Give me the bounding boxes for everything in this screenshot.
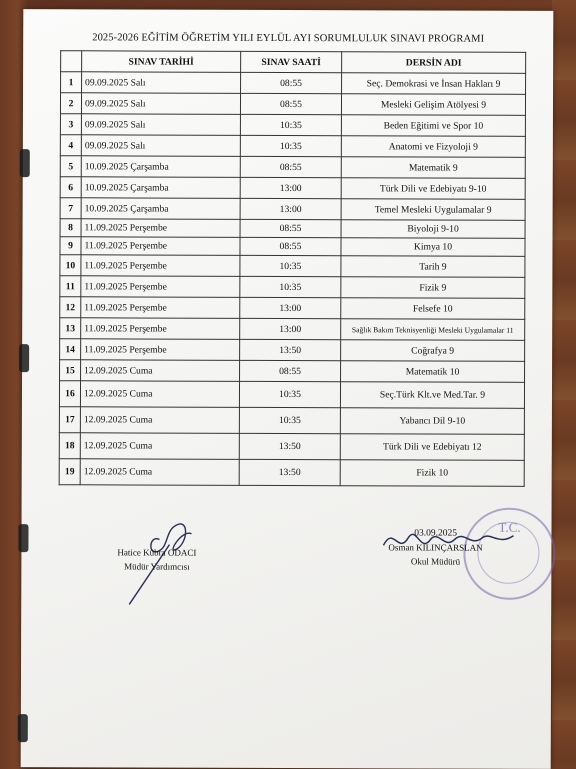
course-name: Matematik 10 bbox=[341, 361, 525, 383]
table-row bbox=[59, 433, 524, 461]
table-row bbox=[60, 297, 525, 320]
table-row bbox=[60, 198, 525, 221]
course-name: Matematik 9 bbox=[341, 157, 525, 179]
row-number: 6 bbox=[60, 177, 81, 198]
row-number: 11 bbox=[60, 276, 81, 297]
exam-date: 11.09.2025 Perşembe bbox=[81, 255, 240, 277]
punch-hole-mark bbox=[18, 714, 28, 742]
exam-time: 10:35 bbox=[239, 381, 340, 407]
table-row bbox=[60, 93, 525, 116]
row-number: 9 bbox=[60, 237, 81, 255]
table-row bbox=[60, 318, 525, 341]
table-header-row bbox=[61, 51, 526, 74]
exam-time: 08:55 bbox=[240, 93, 341, 114]
table-row bbox=[60, 276, 525, 299]
exam-time: 10:35 bbox=[240, 255, 341, 276]
signer-role-left: Müdür Yardımcısı bbox=[124, 561, 190, 572]
exam-date: 11.09.2025 Perşembe bbox=[81, 318, 240, 340]
exam-time: 10:35 bbox=[240, 135, 341, 156]
signature-block-right bbox=[388, 526, 482, 568]
table-row bbox=[60, 177, 525, 200]
table-row bbox=[60, 255, 525, 278]
exam-date: 12.09.2025 Cuma bbox=[80, 459, 239, 486]
exam-time: 13:00 bbox=[240, 198, 341, 219]
row-number: 19 bbox=[59, 459, 80, 485]
signature-block-left bbox=[117, 545, 196, 573]
table-row bbox=[59, 407, 524, 435]
course-name: Sağlık Bakım Teknisyenliği Mesleki Uygulamalar 11 bbox=[341, 319, 525, 341]
table-row bbox=[60, 360, 525, 383]
course-name: Felsefe 10 bbox=[341, 298, 525, 320]
row-number: 12 bbox=[60, 297, 81, 318]
exam-date: 09.09.2025 Salı bbox=[81, 114, 240, 136]
row-number: 10 bbox=[60, 255, 81, 276]
exam-date: 09.09.2025 Salı bbox=[82, 72, 241, 94]
course-name: Beden Eğitimi ve Spor 10 bbox=[341, 115, 525, 137]
exam-date: 10.09.2025 Çarşamba bbox=[81, 177, 240, 199]
course-name: Türk Dili ve Edebiyatı 9-10 bbox=[341, 178, 525, 200]
punch-hole-mark bbox=[18, 524, 28, 552]
row-number: 15 bbox=[60, 360, 81, 381]
row-number: 16 bbox=[59, 381, 80, 407]
exam-date: 10.09.2025 Çarşamba bbox=[81, 156, 240, 178]
row-number: 5 bbox=[60, 156, 81, 177]
stamp-text: T.C. bbox=[498, 519, 521, 535]
exam-time: 13:50 bbox=[240, 339, 341, 360]
exam-time: 08:55 bbox=[240, 156, 341, 177]
exam-date: 12.09.2025 Cuma bbox=[80, 407, 239, 434]
row-number: 3 bbox=[60, 114, 81, 135]
exam-date: 10.09.2025 Çarşamba bbox=[81, 198, 240, 220]
header-no bbox=[61, 51, 82, 72]
row-number: 7 bbox=[60, 198, 81, 219]
course-name: Fizik 10 bbox=[340, 460, 524, 487]
row-number: 14 bbox=[60, 339, 81, 360]
exam-date: 11.09.2025 Perşembe bbox=[81, 297, 240, 319]
exam-time: 13:00 bbox=[240, 177, 341, 198]
document-page bbox=[21, 9, 554, 769]
course-name: Türk Dili ve Edebiyatı 12 bbox=[340, 434, 524, 461]
punch-hole-mark bbox=[20, 149, 30, 177]
table-row bbox=[61, 72, 526, 95]
table-row bbox=[60, 237, 525, 257]
exam-date: 11.09.2025 Perşembe bbox=[81, 219, 240, 238]
table-row bbox=[60, 156, 525, 179]
course-name: Mesleki Gelişim Atölyesi 9 bbox=[341, 94, 525, 116]
signer-name-left: Hatice Kübra ODACI bbox=[117, 547, 197, 558]
exam-time: 08:55 bbox=[240, 219, 341, 237]
exam-time: 13:00 bbox=[240, 297, 341, 318]
exam-date: 11.09.2025 Perşembe bbox=[81, 339, 240, 361]
course-name: Coğrafya 9 bbox=[341, 340, 525, 362]
row-number: 2 bbox=[60, 93, 81, 114]
exam-date: 11.09.2025 Perşembe bbox=[81, 237, 240, 256]
document-title: 2025-2026 EĞİTİM ÖĞRETİM YILI EYLÜL AYI SORUMLULUK SINAVI PROGRAMI bbox=[92, 32, 485, 45]
course-name: Temel Mesleki Uygulamalar 9 bbox=[341, 199, 525, 221]
table-row bbox=[59, 381, 524, 409]
table-row bbox=[59, 459, 524, 487]
header-date: SINAV TARİHİ bbox=[82, 51, 241, 73]
exam-date: 09.09.2025 Salı bbox=[81, 135, 240, 157]
course-name: Seç.Türk Klt.ve Med.Tar. 9 bbox=[340, 382, 524, 409]
exam-date: 11.09.2025 Perşembe bbox=[81, 276, 240, 298]
exam-time: 10:35 bbox=[239, 407, 340, 433]
exam-time: 08:55 bbox=[240, 360, 341, 381]
exam-time: 13:00 bbox=[240, 318, 341, 339]
exam-date: 12.09.2025 Cuma bbox=[80, 381, 239, 408]
exam-time: 10:35 bbox=[240, 276, 341, 297]
signature-date: 03.09.2025 bbox=[414, 528, 458, 539]
course-name: Fizik 9 bbox=[341, 277, 525, 299]
course-name: Kimya 10 bbox=[341, 238, 525, 257]
course-name: Biyoloji 9-10 bbox=[341, 220, 525, 239]
exam-time: 13:50 bbox=[239, 433, 340, 459]
table-row bbox=[60, 114, 525, 137]
course-name: Seç. Demokrasi ve İnsan Hakları 9 bbox=[342, 73, 526, 95]
course-name: Anatomi ve Fizyoloji 9 bbox=[341, 136, 525, 158]
signer-role-right: Okul Müdürü bbox=[410, 556, 461, 567]
table-row bbox=[60, 135, 525, 158]
exam-date: 12.09.2025 Cuma bbox=[81, 360, 240, 382]
table-row bbox=[60, 219, 525, 239]
row-number: 4 bbox=[60, 135, 81, 156]
signer-name-right: Osman KILINÇARSLAN bbox=[388, 542, 483, 553]
row-number: 8 bbox=[60, 219, 81, 237]
row-number: 1 bbox=[61, 72, 82, 93]
header-time: SINAV SAATİ bbox=[241, 51, 342, 72]
course-name: Tarih 9 bbox=[341, 256, 525, 278]
exam-schedule-table bbox=[59, 50, 527, 487]
exam-time: 08:55 bbox=[241, 72, 342, 93]
row-number: 17 bbox=[59, 407, 80, 433]
table-row bbox=[60, 339, 525, 362]
punch-hole-mark bbox=[19, 344, 29, 372]
header-course: DERSİN ADI bbox=[342, 52, 526, 74]
exam-time: 08:55 bbox=[240, 237, 341, 255]
row-number: 13 bbox=[60, 318, 81, 339]
wood-background bbox=[552, 0, 576, 768]
row-number: 18 bbox=[59, 433, 80, 459]
exam-date: 09.09.2025 Salı bbox=[81, 93, 240, 115]
exam-time: 10:35 bbox=[240, 114, 341, 135]
course-name: Yabancı Dil 9-10 bbox=[340, 408, 524, 435]
exam-time: 13:50 bbox=[239, 459, 340, 485]
exam-date: 12.09.2025 Cuma bbox=[80, 433, 239, 460]
